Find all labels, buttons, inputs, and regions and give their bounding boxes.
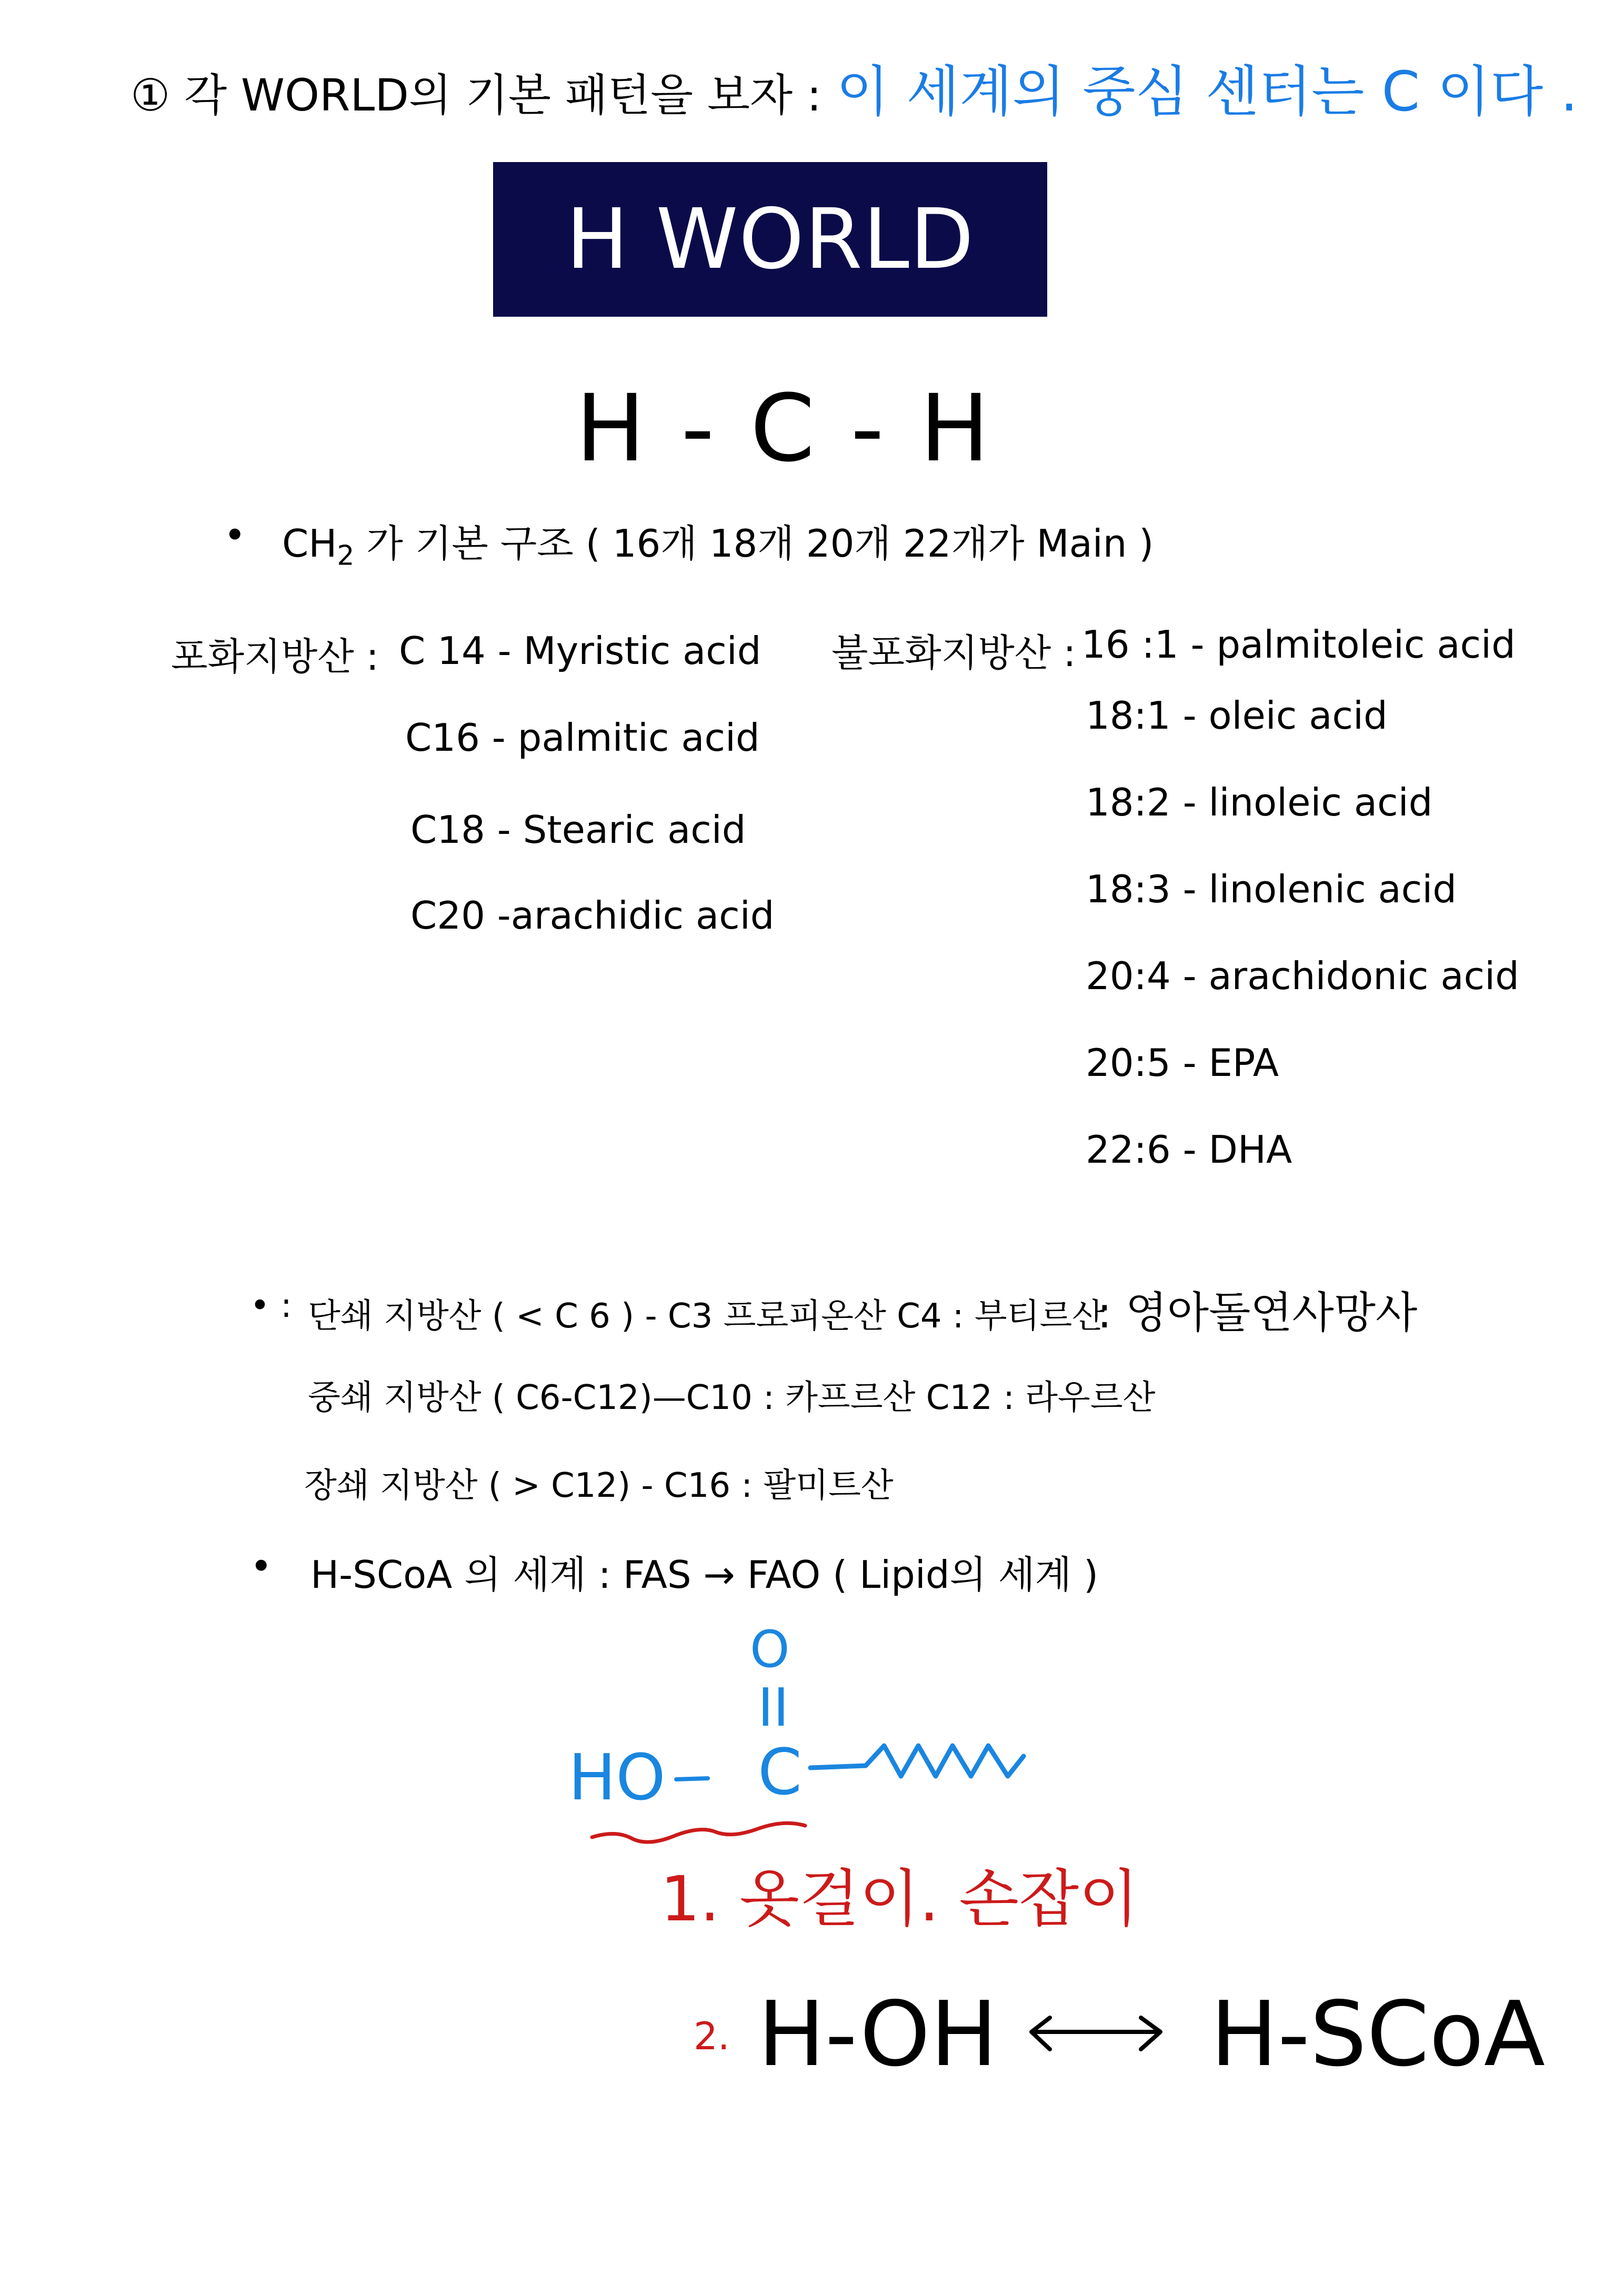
red-underline-squiggle	[592, 1823, 805, 1842]
hscoa-line: H-SCoA 의 세계 : FAS → FAO ( Lipid의 세계 )	[310, 1553, 1099, 1597]
unsaturated-item: 22:6 - DHA	[1086, 1127, 1292, 1172]
unsaturated-label: 불포화지방산 :	[831, 631, 1076, 675]
unsaturated-item: 16 :1 - palmitoleic acid	[1081, 622, 1516, 667]
saturated-item: C 14 - Myristic acid	[399, 629, 761, 673]
unsaturated-item: 20:5 - EPA	[1086, 1041, 1279, 1085]
ch2-rest: 가 기본 구조 ( 16개 18개 20개 22개가 Main )	[366, 521, 1154, 566]
mnemonic: : 영아돌연사망사	[1097, 1288, 1418, 1338]
carbonyl-carbon: C	[758, 1736, 802, 1809]
step2-number: 2.	[694, 2014, 730, 2058]
formula-hch: H - C - H	[575, 375, 993, 482]
h-scoa-text: H-SCoA	[1210, 1982, 1546, 2087]
note-hanger-handle: 1. 옷걸이. 손잡이	[660, 1862, 1139, 1935]
unsaturated-item: 18:3 - linolenic acid	[1086, 867, 1457, 911]
saturated-label: 포화지방산 :	[171, 635, 379, 679]
double-arrow	[1031, 2018, 1160, 2049]
saturated-item: C18 - Stearic acid	[410, 808, 746, 852]
header-prefix: ① 각 WORLD의 기본 패턴을 보자 :	[131, 69, 822, 121]
long-chain-line: 장쇄 지방산 ( > C12) - C16 : 팔미트산	[304, 1466, 894, 1505]
ch2-subscript: 2	[337, 540, 355, 572]
unsaturated-item: 18:1 - oleic acid	[1086, 693, 1388, 738]
medium-chain-line: 중쇄 지방산 ( C6-C12)—C10 : 카프르산 C12 : 라우르산	[308, 1378, 1156, 1417]
hscoa-bullet: •	[250, 1544, 273, 1588]
carbon-chain-zigzag	[810, 1746, 1024, 1776]
saturated-item: C16 - palmitic acid	[405, 716, 760, 760]
unsaturated-item: 18:2 - linoleic acid	[1086, 780, 1433, 824]
banner-title: H WORLD	[566, 191, 975, 288]
short-chain-line: 단쇄 지방산 ( < C 6 ) - C3 프로피온산 C4 : 부티르산	[308, 1297, 1105, 1336]
h-oh-text: H-OH	[758, 1982, 998, 2087]
ch2-bullet: •	[224, 513, 246, 557]
saturated-item: C20 -arachidic acid	[410, 893, 775, 938]
header-highlight: 이 세계의 중심 센터는 C 이다 .	[836, 59, 1578, 124]
unsaturated-item: 20:4 - arachidonic acid	[1086, 954, 1519, 998]
ho-bond-line	[676, 1778, 708, 1779]
chain-bullet: • :	[250, 1286, 292, 1325]
hydroxyl-ho: HO	[568, 1741, 666, 1815]
double-bond-mark: II	[758, 1677, 789, 1738]
carbonyl-oxygen: O	[750, 1620, 790, 1679]
ch2-ch: CH	[282, 521, 337, 566]
